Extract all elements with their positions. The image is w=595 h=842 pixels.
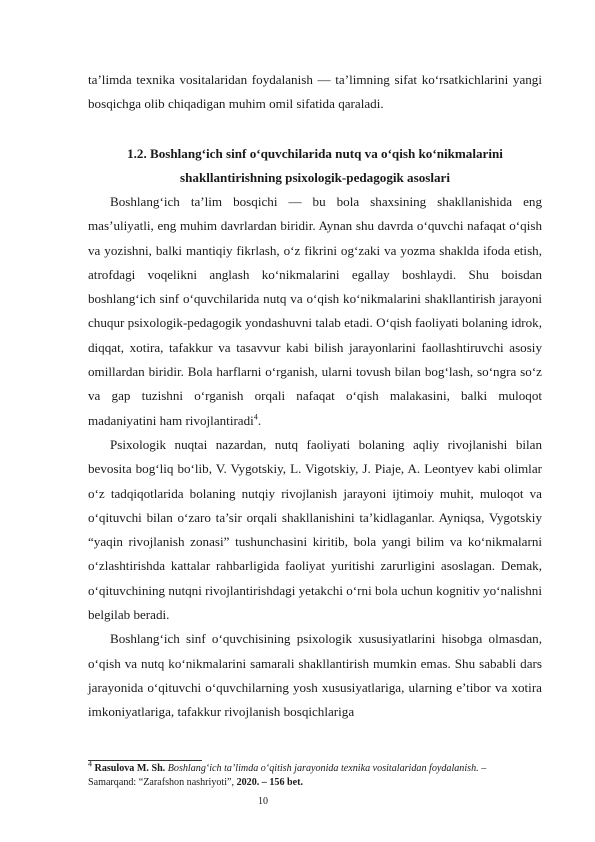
section-heading-line-2: shakllantirishning psixologik-pedagogik asoslari — [180, 170, 450, 186]
section-heading-line-1: 1.2. Boshlang‘ich sinf o‘quvchilarida nutq va o‘qish ko‘nikmalarini — [127, 146, 503, 161]
intro-block — [88, 68, 542, 117]
body-block — [88, 190, 542, 725]
paragraph-1-end: . — [257, 412, 262, 428]
footnote-publisher: – Samarqand: “Zarafshon nashriyoti”, — [88, 763, 487, 788]
paragraph-3: Boshlang‘ich sinf o‘quvchisining psixologik xususiyatlarini hisobga olmasdan, o‘qish va nutq ko‘nikmalarini samarali shakllantirish mumkin emas. Shu sababli dars jarayonida o‘qituvchi o‘quvchilarning yosh xususiyatlariga, ularning e’tibor va xotira imkoniyatlariga, tafakkur rivojlanish bosqichlariga — [88, 631, 542, 720]
footnote-author: Rasulova M. Sh. — [94, 763, 166, 774]
paragraph-2: Psixologik nuqtai nazardan, nutq faoliyati bolaning aqliy rivojlanishi bilan bevosita bog‘liq bo‘lib, V. Vygotskiy, L. Vigotskiy, J. Piaje, A. Leontyev kabi olimlar o‘z tadqiqotlarida bolaning nutqiy rivojlanish jarayoni ijtimoiy muhit, muloqot va o‘qituvchi bilan o‘zaro ta’sir orqali shakllanishini ta’kidlaganlar. Ayniqsa, Vygotskiy “yaqin rivojlanish zonasi” tushunchasini kiritib, bola yangi bilim va ko‘nikmalarni o‘zlashtirishda kattalar rahbarligida faoliyat yuritishi zarurligini asoslagan. Demak, o‘qituvchining nutqni rivojlantirishdagi yetakchi o‘rni bola uchun kognitiv yo‘nalishni belgilab beradi. — [88, 436, 542, 623]
footnote-marker: 4 — [88, 759, 92, 769]
intro-paragraph: ta’limda texnika vositalaridan foydalanish — ta’limning sifat ko‘rsatkichlarini yangi bosqichga olib chiqadigan muhim omil sifatida qaraladi. — [88, 72, 542, 112]
paragraph-1-text: Boshlang‘ich ta’lim bosqichi — bu bola shaxsining shakllanishida eng mas’uliyatli, eng muhim davrlardan biridir. Aynan shu davrda o‘quvchi nafaqat o‘qish va yozishni, balki mantiqiy fikrlash, o‘z fikrini og‘zaki va yozma shaklda ifoda etish, atrofdagi voqelikni anglash ko‘nikmalarini egallay boshlaydi. Shu boisdan boshlang‘ich sinf o‘quvchilarida nutq va o‘qish ko‘nikmalarini shakllantirish jarayoni chuqur psixologik-pedagogik yondashuvni talab etadi. O‘qish faoliyati bolaning idrok, diqqat, xotira, tafakkur va tasavvur kabi bilish jarayonlarini faollashtiruvchi asosiy omillardan biridir. Bola harflarni o‘rganish, ularni tovush bilan bog‘lash, so‘ngra so‘z va gap tuzishni o‘rganish orqali nafaqat o‘qish malakasini, balki muloqot madaniyatini ham rivojlantiradi — [88, 194, 542, 428]
footnote-separator — [88, 760, 202, 761]
footnote-ref: 4 — [253, 412, 258, 422]
footnote-title: Boshlang‘ich ta’limda o‘qitish jarayonida texnika vositalaridan foydalanish. — [167, 763, 479, 774]
footnote-year-pages: 2020. – 156 bet. — [236, 777, 304, 788]
footnote — [88, 759, 528, 790]
page-number: 10 — [258, 796, 268, 807]
paragraph-1 — [88, 190, 542, 433]
section-heading — [88, 142, 542, 191]
